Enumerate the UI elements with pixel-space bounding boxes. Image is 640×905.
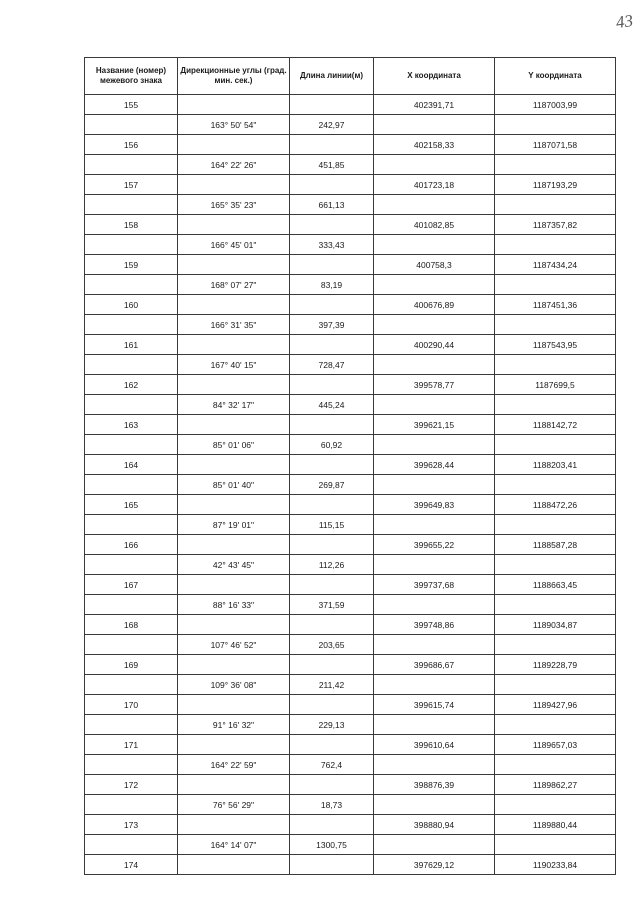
length-cell: 229,13 — [290, 715, 374, 735]
x-coordinate-cell: 399621,15 — [374, 415, 495, 435]
point-row — [85, 255, 616, 275]
angle-cell — [178, 695, 290, 715]
point-name-cell: 168 — [85, 615, 178, 635]
y-coordinate-cell: 1189034,87 — [495, 615, 616, 635]
point-name-cell — [85, 595, 178, 615]
y-coordinate-cell — [495, 795, 616, 815]
x-coordinate-cell — [374, 595, 495, 615]
y-coordinate-cell — [495, 635, 616, 655]
y-coordinate-cell — [495, 235, 616, 255]
length-cell — [290, 655, 374, 675]
angle-cell — [178, 575, 290, 595]
angle-cell: 166° 45' 01" — [178, 235, 290, 255]
segment-row — [85, 155, 616, 175]
point-name-cell — [85, 475, 178, 495]
y-coordinate-cell: 1187451,36 — [495, 295, 616, 315]
segment-row — [85, 795, 616, 815]
y-coordinate-cell — [495, 315, 616, 335]
length-cell — [290, 335, 374, 355]
y-coordinate-cell: 1188203,41 — [495, 455, 616, 475]
x-coordinate-cell — [374, 755, 495, 775]
length-cell: 60,92 — [290, 435, 374, 455]
length-cell: 728,47 — [290, 355, 374, 375]
y-coordinate-cell: 1189862,27 — [495, 775, 616, 795]
point-name-cell — [85, 355, 178, 375]
y-coordinate-cell — [495, 835, 616, 855]
length-cell — [290, 815, 374, 835]
point-row — [85, 215, 616, 235]
point-row — [85, 695, 616, 715]
point-name-cell: 160 — [85, 295, 178, 315]
angle-cell — [178, 135, 290, 155]
point-name-cell — [85, 555, 178, 575]
point-row — [85, 95, 616, 115]
point-name-cell: 158 — [85, 215, 178, 235]
length-cell — [290, 575, 374, 595]
header-length: Длина линии(м) — [290, 58, 374, 95]
angle-cell: 84° 32' 17" — [178, 395, 290, 415]
segment-row — [85, 755, 616, 775]
point-name-cell — [85, 515, 178, 535]
x-coordinate-cell — [374, 675, 495, 695]
point-name-cell: 162 — [85, 375, 178, 395]
length-cell — [290, 255, 374, 275]
y-coordinate-cell — [495, 475, 616, 495]
x-coordinate-cell — [374, 115, 495, 135]
angle-cell: 166° 31' 35" — [178, 315, 290, 335]
y-coordinate-cell: 1187699,5 — [495, 375, 616, 395]
angle-cell — [178, 855, 290, 875]
angle-cell: 109° 36' 08" — [178, 675, 290, 695]
y-coordinate-cell: 1188587,28 — [495, 535, 616, 555]
angle-cell: 85° 01' 06" — [178, 435, 290, 455]
point-name-cell: 164 — [85, 455, 178, 475]
x-coordinate-cell — [374, 715, 495, 735]
x-coordinate-cell — [374, 235, 495, 255]
length-cell — [290, 615, 374, 635]
point-name-cell: 159 — [85, 255, 178, 275]
table-header-row — [85, 58, 616, 95]
x-coordinate-cell: 399628,44 — [374, 455, 495, 475]
angle-cell: 107° 46' 52" — [178, 635, 290, 655]
length-cell: 1300,75 — [290, 835, 374, 855]
angle-cell — [178, 495, 290, 515]
segment-row — [85, 355, 616, 375]
point-row — [85, 175, 616, 195]
angle-cell: 165° 35' 23" — [178, 195, 290, 215]
x-coordinate-cell: 401723,18 — [374, 175, 495, 195]
y-coordinate-cell — [495, 715, 616, 735]
angle-cell — [178, 95, 290, 115]
segment-row — [85, 675, 616, 695]
y-coordinate-cell — [495, 435, 616, 455]
x-coordinate-cell: 397629,12 — [374, 855, 495, 875]
y-coordinate-cell — [495, 515, 616, 535]
point-name-cell — [85, 315, 178, 335]
angle-cell: 42° 43' 45" — [178, 555, 290, 575]
point-name-cell — [85, 235, 178, 255]
x-coordinate-cell: 398880,94 — [374, 815, 495, 835]
y-coordinate-cell: 1187357,82 — [495, 215, 616, 235]
header-x: X координата — [374, 58, 495, 95]
point-name-cell — [85, 275, 178, 295]
segment-row — [85, 195, 616, 215]
x-coordinate-cell — [374, 195, 495, 215]
angle-cell — [178, 415, 290, 435]
point-name-cell: 169 — [85, 655, 178, 675]
angle-cell — [178, 215, 290, 235]
length-cell — [290, 135, 374, 155]
point-name-cell — [85, 675, 178, 695]
y-coordinate-cell: 1188142,72 — [495, 415, 616, 435]
point-row — [85, 575, 616, 595]
angle-cell: 164° 14' 07" — [178, 835, 290, 855]
y-coordinate-cell: 1188663,45 — [495, 575, 616, 595]
length-cell: 451,85 — [290, 155, 374, 175]
length-cell — [290, 215, 374, 235]
angle-cell: 168° 07' 27" — [178, 275, 290, 295]
x-coordinate-cell — [374, 835, 495, 855]
header-name: Название (номер) межевого знака — [85, 58, 178, 95]
x-coordinate-cell — [374, 635, 495, 655]
y-coordinate-cell: 1187003,99 — [495, 95, 616, 115]
y-coordinate-cell — [495, 195, 616, 215]
x-coordinate-cell: 399610,64 — [374, 735, 495, 755]
length-cell — [290, 175, 374, 195]
angle-cell: 164° 22' 59" — [178, 755, 290, 775]
x-coordinate-cell — [374, 395, 495, 415]
point-row — [85, 815, 616, 835]
x-coordinate-cell: 400290,44 — [374, 335, 495, 355]
point-name-cell: 155 — [85, 95, 178, 115]
point-name-cell: 170 — [85, 695, 178, 715]
x-coordinate-cell: 399655,22 — [374, 535, 495, 555]
table-body — [85, 95, 616, 875]
length-cell: 112,26 — [290, 555, 374, 575]
point-name-cell — [85, 795, 178, 815]
angle-cell: 164° 22' 26" — [178, 155, 290, 175]
x-coordinate-cell: 399649,83 — [374, 495, 495, 515]
angle-cell — [178, 735, 290, 755]
segment-row — [85, 475, 616, 495]
x-coordinate-cell: 398876,39 — [374, 775, 495, 795]
length-cell — [290, 495, 374, 515]
length-cell — [290, 855, 374, 875]
length-cell — [290, 455, 374, 475]
y-coordinate-cell — [495, 355, 616, 375]
segment-row — [85, 315, 616, 335]
y-coordinate-cell — [495, 115, 616, 135]
y-coordinate-cell: 1187543,95 — [495, 335, 616, 355]
point-row — [85, 335, 616, 355]
angle-cell — [178, 535, 290, 555]
length-cell: 83,19 — [290, 275, 374, 295]
boundary-coordinates-table — [84, 57, 616, 875]
y-coordinate-cell: 1187071,58 — [495, 135, 616, 155]
point-name-cell — [85, 395, 178, 415]
point-name-cell: 174 — [85, 855, 178, 875]
y-coordinate-cell — [495, 395, 616, 415]
x-coordinate-cell — [374, 475, 495, 495]
segment-row — [85, 515, 616, 535]
y-coordinate-cell: 1187193,29 — [495, 175, 616, 195]
point-row — [85, 495, 616, 515]
y-coordinate-cell: 1188472,26 — [495, 495, 616, 515]
length-cell — [290, 295, 374, 315]
x-coordinate-cell: 399737,68 — [374, 575, 495, 595]
point-row — [85, 735, 616, 755]
point-name-cell: 165 — [85, 495, 178, 515]
length-cell — [290, 95, 374, 115]
angle-cell: 85° 01' 40" — [178, 475, 290, 495]
x-coordinate-cell: 402391,71 — [374, 95, 495, 115]
x-coordinate-cell — [374, 155, 495, 175]
length-cell — [290, 695, 374, 715]
x-coordinate-cell: 402158,33 — [374, 135, 495, 155]
y-coordinate-cell: 1189657,03 — [495, 735, 616, 755]
point-name-cell: 171 — [85, 735, 178, 755]
x-coordinate-cell: 399686,67 — [374, 655, 495, 675]
length-cell: 371,59 — [290, 595, 374, 615]
length-cell: 333,43 — [290, 235, 374, 255]
point-name-cell: 161 — [85, 335, 178, 355]
point-name-cell — [85, 835, 178, 855]
x-coordinate-cell: 400676,89 — [374, 295, 495, 315]
y-coordinate-cell — [495, 675, 616, 695]
y-coordinate-cell: 1187434,24 — [495, 255, 616, 275]
y-coordinate-cell — [495, 155, 616, 175]
length-cell: 762,4 — [290, 755, 374, 775]
length-cell: 18,73 — [290, 795, 374, 815]
point-name-cell — [85, 195, 178, 215]
point-name-cell: 163 — [85, 415, 178, 435]
y-coordinate-cell — [495, 275, 616, 295]
angle-cell — [178, 335, 290, 355]
y-coordinate-cell: 1190233,84 — [495, 855, 616, 875]
length-cell — [290, 375, 374, 395]
y-coordinate-cell: 1189228,79 — [495, 655, 616, 675]
x-coordinate-cell — [374, 555, 495, 575]
y-coordinate-cell — [495, 555, 616, 575]
length-cell: 242,97 — [290, 115, 374, 135]
point-name-cell — [85, 755, 178, 775]
page-number: 43 — [614, 10, 635, 33]
y-coordinate-cell — [495, 595, 616, 615]
header-angle: Дирекционные углы (град. мин. сек.) — [178, 58, 290, 95]
point-row — [85, 535, 616, 555]
y-coordinate-cell: 1189880,44 — [495, 815, 616, 835]
point-name-cell: 166 — [85, 535, 178, 555]
point-name-cell: 172 — [85, 775, 178, 795]
point-name-cell — [85, 115, 178, 135]
angle-cell — [178, 295, 290, 315]
x-coordinate-cell: 399748,86 — [374, 615, 495, 635]
length-cell — [290, 535, 374, 555]
length-cell: 211,42 — [290, 675, 374, 695]
angle-cell — [178, 655, 290, 675]
point-name-cell: 157 — [85, 175, 178, 195]
x-coordinate-cell — [374, 515, 495, 535]
length-cell — [290, 415, 374, 435]
x-coordinate-cell — [374, 275, 495, 295]
length-cell: 269,87 — [290, 475, 374, 495]
point-name-cell — [85, 435, 178, 455]
x-coordinate-cell: 400758,3 — [374, 255, 495, 275]
point-row — [85, 135, 616, 155]
length-cell: 115,15 — [290, 515, 374, 535]
angle-cell — [178, 815, 290, 835]
point-name-cell — [85, 155, 178, 175]
angle-cell: 87° 19' 01" — [178, 515, 290, 535]
point-row — [85, 775, 616, 795]
x-coordinate-cell — [374, 435, 495, 455]
segment-row — [85, 555, 616, 575]
header-y: Y координата — [495, 58, 616, 95]
x-coordinate-cell: 401082,85 — [374, 215, 495, 235]
angle-cell — [178, 615, 290, 635]
x-coordinate-cell — [374, 355, 495, 375]
segment-row — [85, 635, 616, 655]
length-cell — [290, 735, 374, 755]
point-row — [85, 655, 616, 675]
x-coordinate-cell — [374, 795, 495, 815]
angle-cell: 88° 16' 33" — [178, 595, 290, 615]
point-name-cell: 156 — [85, 135, 178, 155]
segment-row — [85, 115, 616, 135]
angle-cell: 167° 40' 15" — [178, 355, 290, 375]
segment-row — [85, 395, 616, 415]
angle-cell — [178, 175, 290, 195]
length-cell: 445,24 — [290, 395, 374, 415]
point-name-cell — [85, 715, 178, 735]
y-coordinate-cell: 1189427,96 — [495, 695, 616, 715]
x-coordinate-cell: 399615,74 — [374, 695, 495, 715]
angle-cell: 91° 16' 32" — [178, 715, 290, 735]
point-row — [85, 455, 616, 475]
angle-cell — [178, 255, 290, 275]
y-coordinate-cell — [495, 755, 616, 775]
point-row — [85, 615, 616, 635]
segment-row — [85, 275, 616, 295]
segment-row — [85, 435, 616, 455]
point-row — [85, 855, 616, 875]
segment-row — [85, 835, 616, 855]
segment-row — [85, 595, 616, 615]
angle-cell — [178, 775, 290, 795]
x-coordinate-cell: 399578,77 — [374, 375, 495, 395]
segment-row — [85, 235, 616, 255]
length-cell — [290, 775, 374, 795]
length-cell: 203,65 — [290, 635, 374, 655]
point-name-cell — [85, 635, 178, 655]
point-name-cell: 173 — [85, 815, 178, 835]
segment-row — [85, 715, 616, 735]
angle-cell: 76° 56' 29" — [178, 795, 290, 815]
angle-cell — [178, 375, 290, 395]
length-cell: 661,13 — [290, 195, 374, 215]
length-cell: 397,39 — [290, 315, 374, 335]
point-row — [85, 415, 616, 435]
point-name-cell: 167 — [85, 575, 178, 595]
x-coordinate-cell — [374, 315, 495, 335]
point-row — [85, 295, 616, 315]
angle-cell: 163° 50' 54" — [178, 115, 290, 135]
point-row — [85, 375, 616, 395]
angle-cell — [178, 455, 290, 475]
